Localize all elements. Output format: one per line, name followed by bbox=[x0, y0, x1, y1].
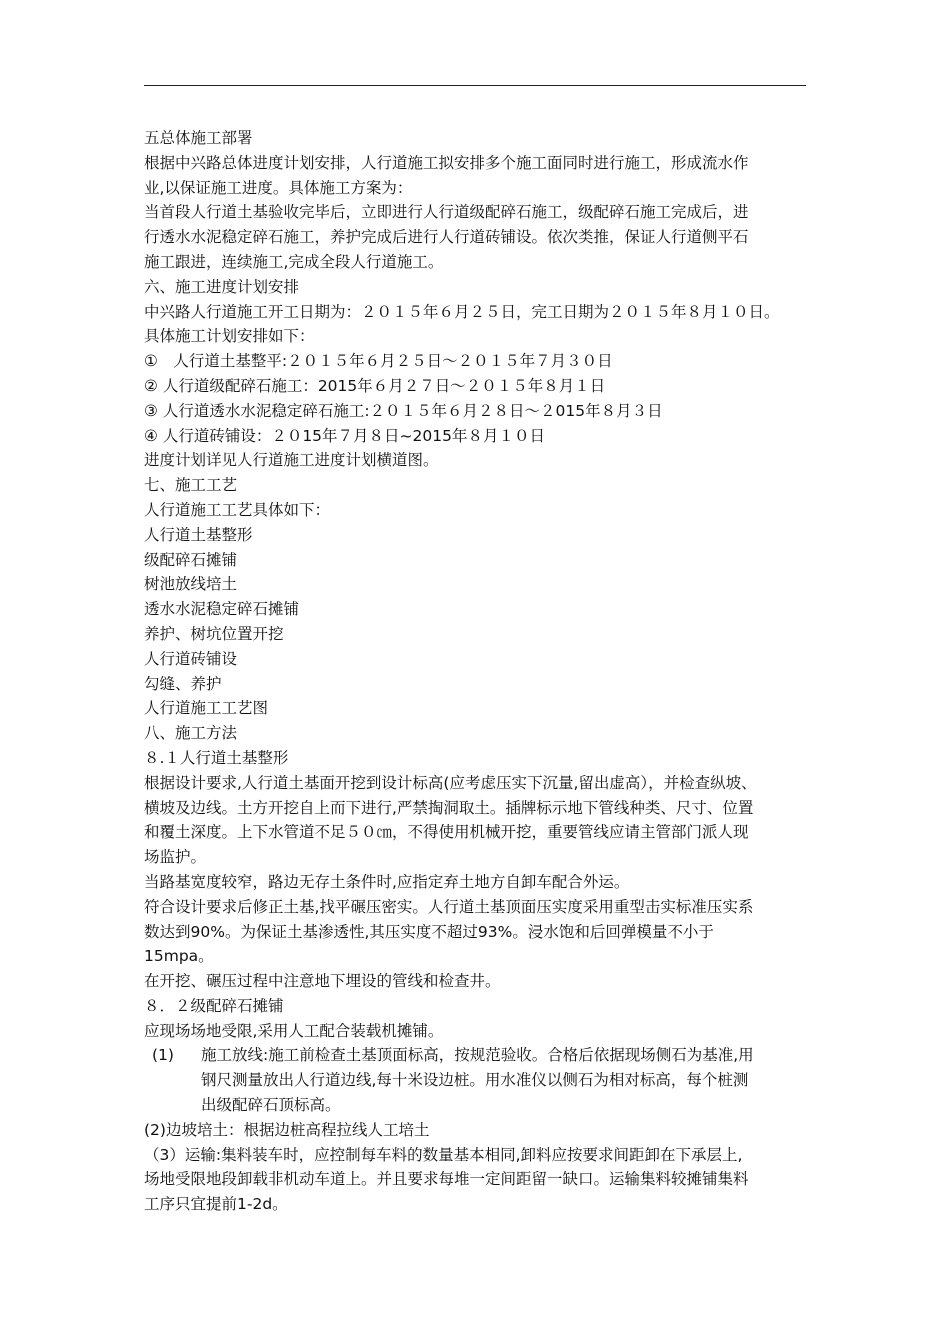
section-heading: 八、施工方法 bbox=[144, 724, 238, 743]
paragraph-line: 符合设计要求后修正土基,找平碾压密实。人行道土基顶面压实度采用重型击实标准压实系 bbox=[144, 897, 754, 916]
paragraph-line: 和覆土深度。上下水管道不足５０㎝，不得使用机械开挖，重要管线应请主管部门派人现 bbox=[144, 823, 749, 842]
paragraph-line: 进度计划详见人行道施工进度计划横道图。 bbox=[144, 451, 439, 470]
paragraph-line: 人行道施工工艺具体如下： bbox=[144, 500, 331, 519]
document-body bbox=[144, 126, 810, 1217]
paragraph-line: 场监护。 bbox=[144, 848, 207, 867]
paragraph-line: 横坡及边线。土方开挖自上而下进行,严禁掏洞取土。插牌标示地下管线种类、尺寸、位置 bbox=[144, 798, 754, 817]
item-text-continuation: 工序只宜提前1-2d。 bbox=[144, 1195, 288, 1214]
schedule-item: ④ 人行道砖铺设：２０15年７月８日~2015年８月１０日 bbox=[144, 426, 545, 445]
schedule-item: ③ 人行道透水水泥稳定碎石施工:２０１５年６月２８日～２015年８月３日 bbox=[144, 401, 663, 420]
paragraph-line: 施工跟进，连续施工,完成全段人行道施工。 bbox=[144, 252, 444, 271]
paragraph-line: 具体施工计划安排如下： bbox=[144, 327, 315, 346]
paragraph-line: 当路基宽度较窄，路边无存土条件时,应指定弃土地方自卸车配合外运。 bbox=[144, 872, 630, 891]
process-step: 勾缝、养护 bbox=[144, 674, 222, 693]
paragraph-line: 当首段人行道土基验收完毕后，立即进行人行道级配碎石施工，级配碎石施工完成后，进 bbox=[144, 203, 749, 222]
item-text-continuation: 钢尺测量放出人行道边线,每十米设边桩。用水准仪以侧石为相对标高，每个桩测 bbox=[201, 1071, 749, 1090]
section-heading: 五总体施工部署 bbox=[144, 129, 253, 147]
process-step: 透水水泥稳定碎石摊铺 bbox=[144, 600, 300, 619]
paragraph-line: 应现场场地受限,采用人工配合装载机摊铺。 bbox=[144, 1021, 444, 1040]
paragraph-line: 数达到90%。为保证土基渗透性,其压实度不超过93%。浸水饱和后回弹模量不小于 bbox=[144, 922, 714, 941]
item-text: 施工放线:施工前检查土基顶面标高，按规范验收。合格后依据现场侧石为基准,用 bbox=[201, 1046, 754, 1065]
item-text-continuation: 出级配碎石顶标高。 bbox=[201, 1096, 341, 1115]
subsection-heading: ８．２级配碎石摊铺 bbox=[144, 996, 284, 1015]
process-step: 人行道施工工艺图 bbox=[144, 699, 269, 718]
section-heading: 七、施工工艺 bbox=[144, 476, 238, 495]
schedule-item: ① 人行道土基整平:２０１５年６月２５日～２０１５年７月３０日 bbox=[144, 352, 613, 371]
numbered-item-1 bbox=[144, 1043, 810, 1068]
process-step: 树池放线培土 bbox=[144, 575, 238, 594]
process-step: 级配碎石摊铺 bbox=[144, 550, 238, 569]
paragraph-line: 根据设计要求,人行道土基面开挖到设计标高(应考虑压实下沉量,留出虚高），并检查纵坡、 bbox=[144, 773, 757, 792]
numbered-item-2: (2)边坡培土：根据边桩高程拉线人工培土 bbox=[144, 1120, 430, 1139]
subsection-heading: ８.１人行道土基整形 bbox=[144, 748, 289, 767]
paragraph-line: 在开挖、碾压过程中注意地下埋设的管线和检查井。 bbox=[144, 972, 501, 991]
paragraph-line: 业,以保证施工进度。具体施工方案为： bbox=[144, 178, 413, 197]
process-step: 人行道土基整形 bbox=[144, 525, 253, 544]
process-step: 养护、树坑位置开挖 bbox=[144, 624, 284, 643]
paragraph-line: 15mpa。 bbox=[144, 947, 214, 966]
header-rule bbox=[144, 85, 806, 86]
schedule-item: ② 人行道级配碎石施工：2015年６月２７日～２０１５年８月１日 bbox=[144, 376, 606, 395]
section-heading: 六、施工进度计划安排 bbox=[144, 277, 300, 296]
paragraph-line: 行透水水泥稳定碎石施工，养护完成后进行人行道砖铺设。依次类推，保证人行道侧平石 bbox=[144, 228, 749, 247]
process-step: 人行道砖铺设 bbox=[144, 649, 238, 668]
numbered-item-3: （3）运输:集料装车时，应控制每车料的数量基本相同,卸料应按要求间距卸在下承层上, bbox=[144, 1145, 743, 1164]
item-text-continuation: 场地受限地段卸载非机动车道上。并且要求每堆一定间距留一缺口。运输集料较摊铺集料 bbox=[144, 1170, 749, 1189]
paragraph-line: 根据中兴路总体进度计划安排，人行道施工拟安排多个施工面同时进行施工，形成流水作 bbox=[144, 153, 749, 172]
paragraph-line: 中兴路人行道施工开工日期为：２０１５年６月２５日，完工日期为２０１５年８月１０日。 bbox=[144, 302, 780, 321]
item-number: (1) bbox=[152, 1046, 174, 1065]
